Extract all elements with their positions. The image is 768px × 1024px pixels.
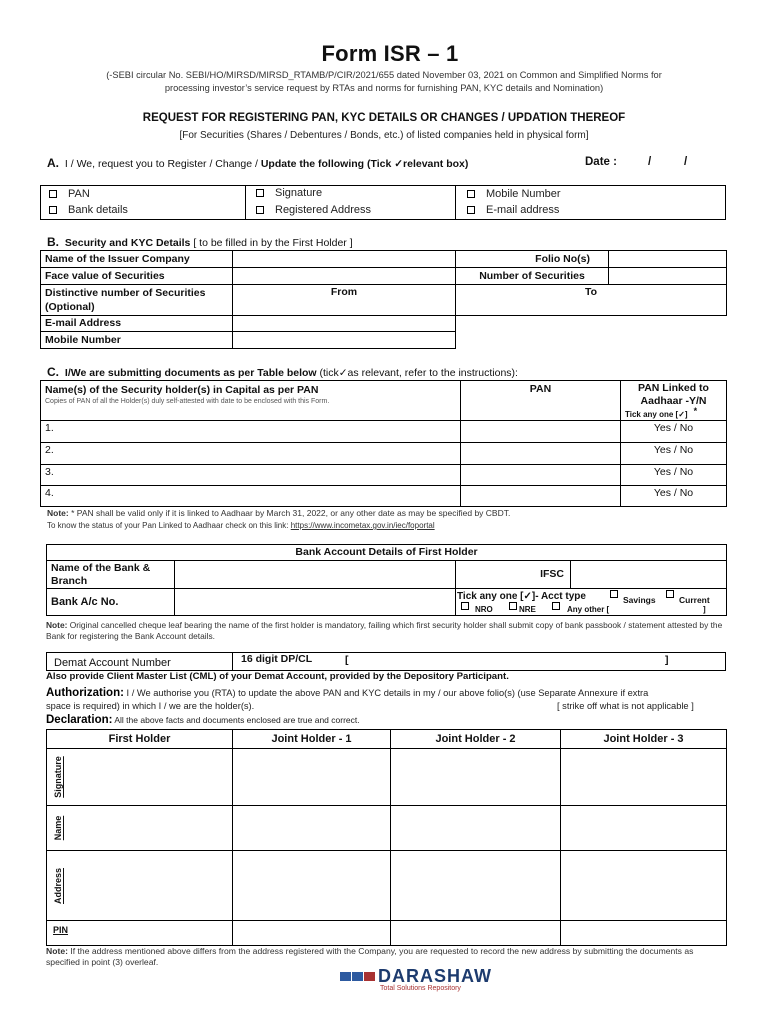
option-label: E-mail address xyxy=(486,204,560,216)
authorization-line-1 xyxy=(46,687,648,699)
option-signature[interactable] xyxy=(256,185,322,201)
company-logo-tagline: Total Solutions Repository xyxy=(380,985,461,992)
name-row-label: Name xyxy=(53,815,63,841)
holder-name-header-title: Name(s) of the Security holder(s) in Capital as per PAN xyxy=(45,384,319,396)
current-checkbox[interactable] xyxy=(666,590,674,598)
holder-name-field[interactable]: 2. xyxy=(41,443,461,465)
joint-holder-1-header: Joint Holder - 1 xyxy=(233,730,391,749)
current-label: Current xyxy=(679,595,710,605)
divider xyxy=(245,186,246,219)
savings-checkbox[interactable] xyxy=(610,590,618,598)
option-label: Mobile Number xyxy=(486,188,561,200)
email-address-checkbox[interactable] xyxy=(467,206,475,214)
demat-open-bracket: [ xyxy=(345,654,349,666)
joint-holder-2-header: Joint Holder - 2 xyxy=(391,730,561,749)
nre-label: NRE xyxy=(519,605,536,614)
holder-signature-table xyxy=(46,729,727,946)
pan-holders-table xyxy=(40,380,727,507)
form-subheading: [For Securities (Shares / Debentures / Bonds, etc.) of listed companies held in physical form] xyxy=(179,130,589,141)
pan-column-header: PAN xyxy=(461,381,621,421)
mobile-number-label: Mobile Number xyxy=(41,332,233,349)
demat-label: Demat Account Number xyxy=(47,653,233,670)
aadhaar-link-choice[interactable]: Yes / No xyxy=(621,465,727,486)
address-note-label: Note: xyxy=(46,946,68,956)
demat-account-field[interactable] xyxy=(233,653,725,670)
signature-row-label: Signature xyxy=(53,756,63,798)
bank-name-field[interactable] xyxy=(175,561,456,589)
joint-holder-1-pin-field[interactable] xyxy=(233,921,391,946)
section-b-heading xyxy=(47,235,353,249)
bank-note-label: Note: xyxy=(46,620,68,630)
first-holder-address-field[interactable] xyxy=(47,851,233,921)
bank-note xyxy=(46,620,726,642)
section-c-title: I/We are submitting documents as per Table below xyxy=(64,367,317,379)
joint-holder-3-address-field[interactable] xyxy=(561,851,727,921)
option-label: PAN xyxy=(68,188,90,200)
pan-note-text: * PAN shall be valid only if it is linked to Aadhaar by March 31, 2022, or any other date as may be specified by CBDT. xyxy=(71,508,511,518)
blank-area xyxy=(456,332,727,349)
first-holder-header: First Holder xyxy=(47,730,233,749)
holder-name-field[interactable]: 1. xyxy=(41,421,461,443)
holder-name-field[interactable]: 4. xyxy=(41,486,461,507)
authorization-label: Authorization: xyxy=(46,687,124,699)
first-holder-name-field[interactable] xyxy=(47,806,233,851)
savings-label: Savings xyxy=(623,595,656,605)
option-registered-address[interactable] xyxy=(256,202,371,218)
distinctive-number-label: Distinctive number of Securities (Optional) xyxy=(41,285,233,316)
aadhaar-link-choice[interactable]: Yes / No xyxy=(621,421,727,443)
aadhaar-header-line-1: PAN Linked to xyxy=(638,382,709,394)
strike-off-note: [ strike off what is not applicable ] xyxy=(557,701,694,711)
section-b-note: [ to be filled in by the First Holder ] xyxy=(193,237,353,249)
holder-pan-field[interactable] xyxy=(461,443,621,465)
form-heading: REQUEST FOR REGISTERING PAN, KYC DETAILS OR CHANGES / UPDATION THEREOF xyxy=(142,112,626,124)
section-c-instruction: (tick✓as relevant, refer to the instructions): xyxy=(319,367,518,379)
option-label: Signature xyxy=(275,187,323,199)
nro-label: NRO xyxy=(475,605,493,614)
holder-pan-field[interactable] xyxy=(461,421,621,443)
declaration-label: Declaration: xyxy=(46,714,113,726)
section-a-heading xyxy=(47,156,468,170)
bank-details-title: Bank Account Details of First Holder xyxy=(47,545,727,561)
option-pan[interactable] xyxy=(49,186,90,202)
signature-checkbox[interactable] xyxy=(256,189,264,197)
declaration xyxy=(46,714,360,726)
company-logo-name: DARASHAW xyxy=(378,966,492,986)
pan-note xyxy=(47,508,510,518)
section-b-title: Security and KYC Details xyxy=(64,237,191,249)
option-mobile-number[interactable] xyxy=(467,186,561,202)
section-a-label: A. xyxy=(47,156,59,170)
aadhaar-link-choice[interactable]: Yes / No xyxy=(621,443,727,465)
number-of-securities-field[interactable] xyxy=(609,268,727,285)
joint-holder-3-name-field[interactable] xyxy=(561,806,727,851)
date-separator: / xyxy=(684,156,688,168)
authorization-text-1: I / We authorise you (RTA) to update the above PAN and KYC details in my / our above folio(s) (use Separate Annexure if extra xyxy=(126,688,649,698)
holder-pan-field[interactable] xyxy=(461,465,621,486)
aadhaar-header-tick: Tick any one [✓] xyxy=(625,410,688,419)
joint-holder-2-address-field[interactable] xyxy=(391,851,561,921)
ifsc-field[interactable] xyxy=(571,561,727,589)
circular-reference-line-1: (-SEBI circular No. SEBI/HO/MIRSD/MIRSD_RTAMB/P/CIR/2021/655 dated November 03, 2021 on Common and Simplified Norms for xyxy=(106,70,662,80)
aadhaar-link-choice[interactable]: Yes / No xyxy=(621,486,727,507)
incometax-portal-link[interactable]: https://www.incometax.gov.in/iec/foportal xyxy=(290,521,435,530)
section-c-heading xyxy=(47,365,518,379)
joint-holder-1-name-field[interactable] xyxy=(233,806,391,851)
account-type-selector xyxy=(456,589,727,616)
section-c-label: C. xyxy=(47,365,59,379)
bank-details-table xyxy=(46,544,727,616)
distinctive-from-field[interactable]: From xyxy=(233,285,456,316)
logo-icon xyxy=(352,972,363,981)
folio-field[interactable] xyxy=(609,251,727,268)
any-other-label: Any other [ xyxy=(567,605,610,614)
address-note xyxy=(46,946,726,968)
joint-holder-3-header: Joint Holder - 3 xyxy=(561,730,727,749)
pan-checkbox[interactable] xyxy=(49,190,57,198)
bank-note-text: Original cancelled cheque leaf bearing the name of the first holder is mandatory, failing which first security holder shall submit copy of bank passbook / statement attested by the Bank for registering the Bank Account details. xyxy=(46,620,723,641)
circular-reference-line-2: processing investor’s service request by RTAs and norms for furnishing PAN, KYC details and Nomination) xyxy=(164,83,604,93)
holder-pan-field[interactable] xyxy=(461,486,621,507)
first-holder-signature-field[interactable] xyxy=(47,749,233,806)
option-label: Registered Address xyxy=(275,204,371,216)
distinctive-to-field[interactable]: To xyxy=(456,285,727,316)
authorization-text-2: space is required) in which I / we are the holder(s). xyxy=(46,701,255,711)
aadhaar-status-text: To know the status of your Pan Linked to Aadhaar check on this link: xyxy=(47,521,289,530)
any-other-close-bracket: ] xyxy=(703,605,706,614)
logo-icon xyxy=(340,972,351,981)
issuer-company-label: Name of the Issuer Company xyxy=(41,251,233,268)
pin-row-label: PIN xyxy=(53,925,69,935)
pan-note-label: Note: xyxy=(47,508,69,518)
joint-holder-2-name-field[interactable] xyxy=(391,806,561,851)
demat-close-bracket: ] xyxy=(665,654,669,666)
asterisk: * xyxy=(693,406,698,416)
blank-area xyxy=(456,316,727,332)
option-email-address[interactable] xyxy=(467,202,559,218)
aadhaar-link-column-header xyxy=(621,381,727,421)
logo-icon xyxy=(364,972,375,981)
account-type-label: Tick any one [✓]- Acct type xyxy=(457,591,586,602)
holder-name-column-header xyxy=(41,381,461,421)
issuer-company-field[interactable] xyxy=(233,251,456,268)
option-label: Bank details xyxy=(68,204,128,216)
dp-cl-label: 16 digit DP/CL xyxy=(241,653,313,665)
section-a-text-2: Update the following (Tick ✓relevant box) xyxy=(260,158,469,170)
divider xyxy=(455,186,456,219)
demat-row xyxy=(46,652,726,671)
folio-label: Folio No(s) xyxy=(456,251,609,268)
face-value-label: Face value of Securities xyxy=(41,268,233,285)
address-row-label: Address xyxy=(53,867,63,904)
email-address-label: E-mail Address xyxy=(41,316,233,332)
first-holder-pin-field[interactable] xyxy=(47,921,233,946)
date-label: Date : xyxy=(585,156,617,168)
joint-holder-2-pin-field[interactable] xyxy=(391,921,561,946)
holder-name-field[interactable]: 3. xyxy=(41,465,461,486)
nro-checkbox[interactable] xyxy=(461,602,469,610)
address-note-text: If the address mentioned above differs from the address registered with the Company, you are requested to record the new address by submitting the documents as specified in point (3) overleaf. xyxy=(46,946,694,967)
joint-holder-3-signature-field[interactable] xyxy=(561,749,727,806)
nre-checkbox[interactable] xyxy=(509,602,517,610)
cml-note: Also provide Client Master List (CML) of your Demat Account, provided by the Depository Participant. xyxy=(46,671,509,682)
bank-name-label: Name of the Bank & Branch xyxy=(47,561,175,589)
joint-holder-2-signature-field[interactable] xyxy=(391,749,561,806)
option-bank-details[interactable] xyxy=(49,202,128,218)
joint-holder-1-address-field[interactable] xyxy=(233,851,391,921)
registered-address-checkbox[interactable] xyxy=(256,206,264,214)
joint-holder-1-signature-field[interactable] xyxy=(233,749,391,806)
date-separator: / xyxy=(648,156,652,168)
face-value-field[interactable] xyxy=(233,268,456,285)
mobile-number-field[interactable] xyxy=(233,332,456,349)
mobile-number-checkbox[interactable] xyxy=(467,190,475,198)
declaration-text: All the above facts and documents enclosed are true and correct. xyxy=(114,715,360,725)
aadhaar-status-note xyxy=(47,521,435,530)
ifsc-label: IFSC xyxy=(456,561,571,589)
joint-holder-3-pin-field[interactable] xyxy=(561,921,727,946)
holder-name-header-note: Copies of PAN of all the Holder(s) duly self-attested with date to be enclosed with this Form. xyxy=(45,398,330,406)
bank-details-checkbox[interactable] xyxy=(49,206,57,214)
security-kyc-table xyxy=(40,250,727,349)
section-a-text-1: I / We, request you to Register / Change / xyxy=(64,158,258,170)
any-other-checkbox[interactable] xyxy=(552,602,560,610)
update-options-box xyxy=(40,185,726,220)
number-of-securities-label: Number of Securities xyxy=(456,268,609,285)
section-b-label: B. xyxy=(47,235,59,249)
form-title: Form ISR – 1 xyxy=(321,41,459,66)
email-address-field[interactable] xyxy=(233,316,456,332)
aadhaar-header-line-2: Aadhaar -Y/N xyxy=(640,395,707,407)
account-number-label: Bank A/c No. xyxy=(47,589,175,616)
account-number-field[interactable] xyxy=(175,589,456,616)
